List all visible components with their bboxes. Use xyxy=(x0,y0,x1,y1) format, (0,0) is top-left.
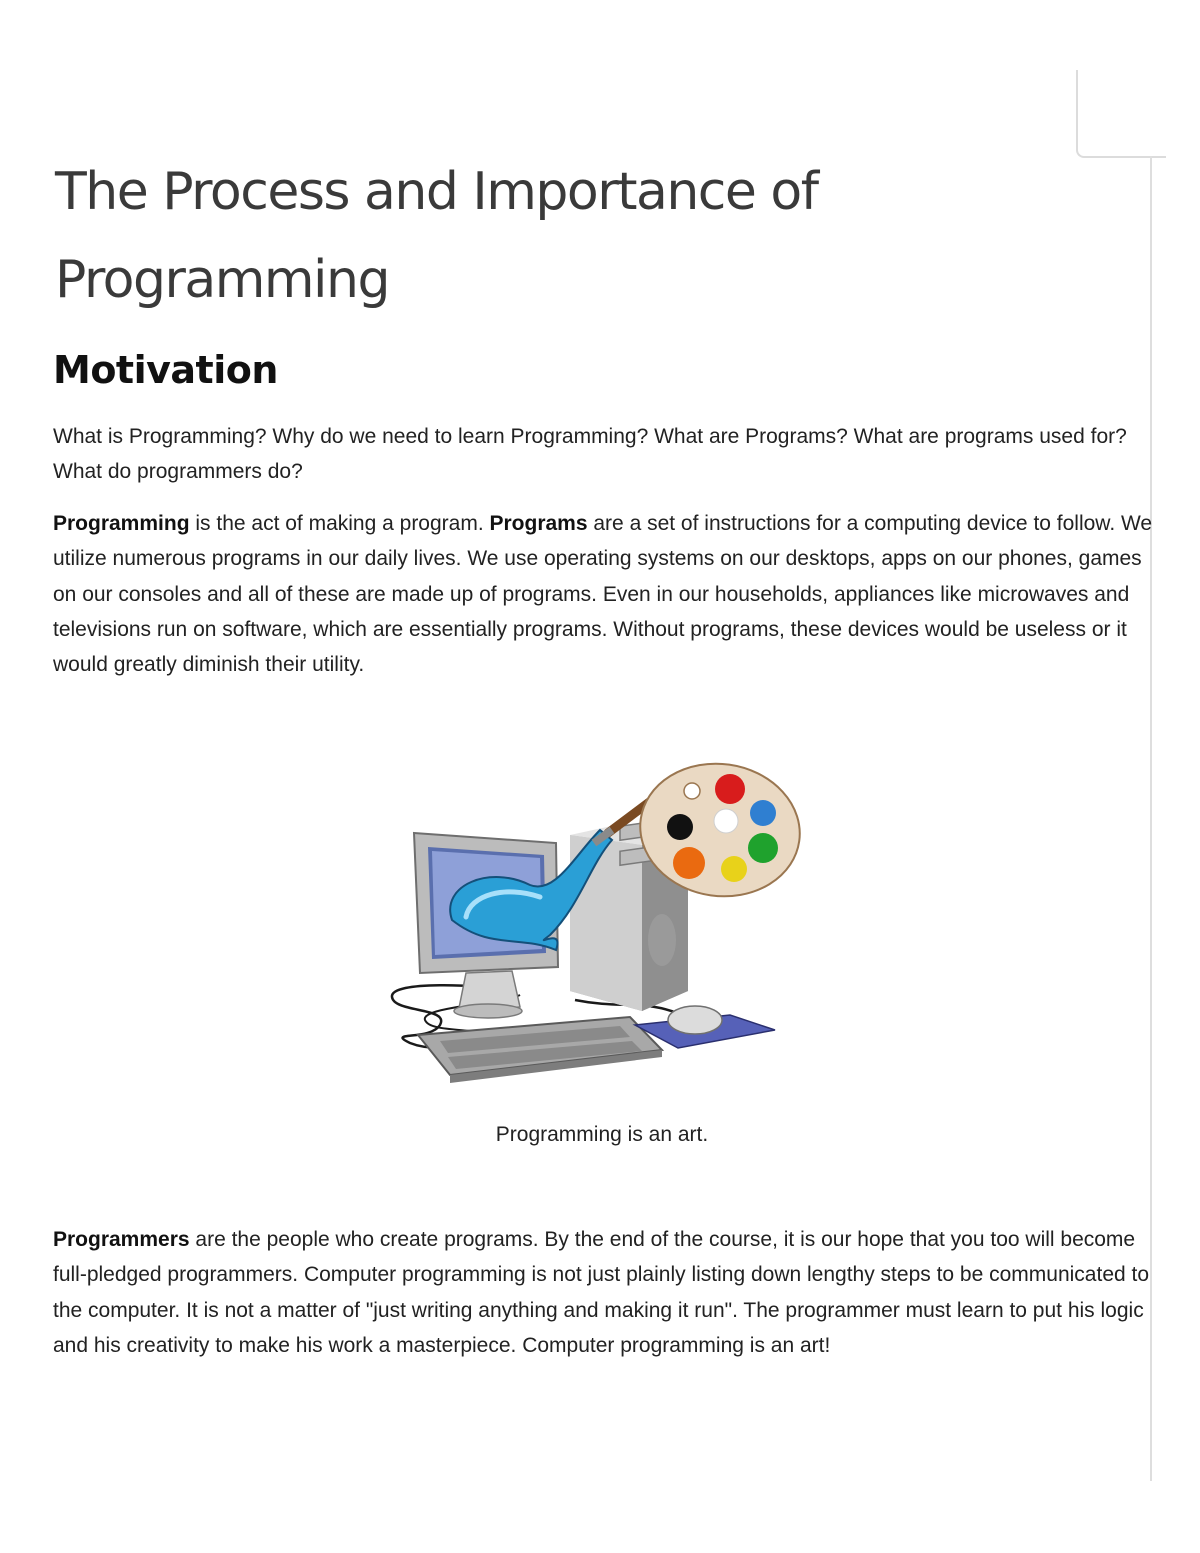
paragraph-text: are the people who create programs. By the end of the course, it is our hope that you too will become full-pledged programmers. Computer programming is not just plainly listing down lengthy steps to be communicated to the computer. It is not a matter of "just writing anything and making it run". The programmer must learn to put his logic and his creativity to make his work a masterpiece. Computer programming is an art! xyxy=(53,1228,1150,1357)
programming-definition-paragraph xyxy=(53,506,1153,682)
term-programs: Programs xyxy=(489,512,588,535)
section-heading-motivation: Motivation xyxy=(53,348,278,392)
computer-palette-illustration xyxy=(380,745,810,1095)
paragraph-text: is the act of making a program. xyxy=(189,512,490,535)
figure-caption: Programming is an art. xyxy=(495,1123,709,1146)
paragraph-text: are a set of instructions for a computing device to follow. We utilize numerous programs in our daily lives. We use operating systems on our desktops, apps on our phones, games on our consoles and all of these are made up of programs. Even in our households, appliances like microwaves and televisions run on software, which are essentially programs. Without programs, these devices would be useless or it would greatly diminish their utility. xyxy=(53,512,1153,677)
term-programmers: Programmers xyxy=(53,1228,190,1251)
page-corner-tab xyxy=(1076,70,1166,158)
page-title: The Process and Importance of Programming xyxy=(55,162,818,310)
questions-paragraph: What is Programming? Why do we need to learn Programming? What are Programs? What are programs used for? What do programmers do? xyxy=(53,425,1127,484)
programmers-paragraph xyxy=(53,1222,1153,1363)
term-programming: Programming xyxy=(53,512,190,535)
